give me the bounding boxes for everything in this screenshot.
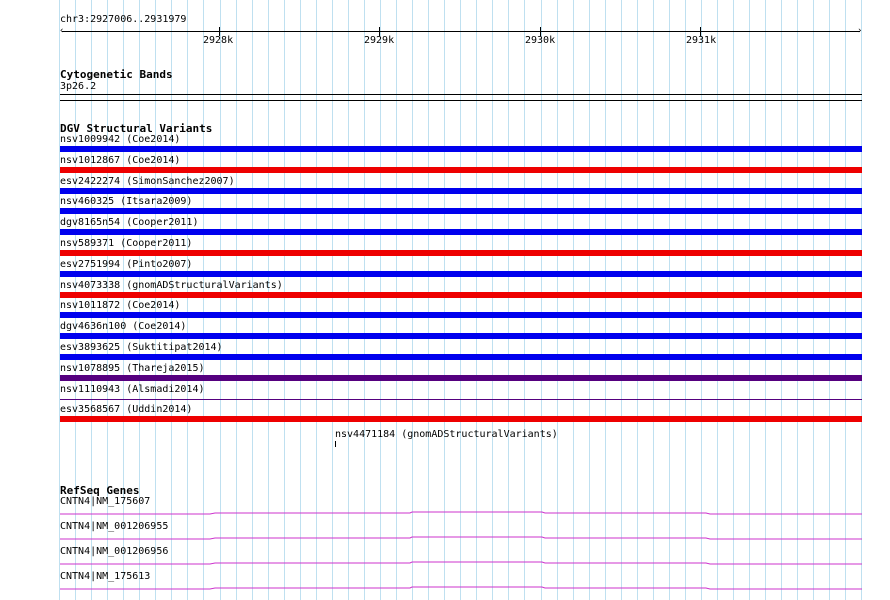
dgv-variant-label: nsv460325 (Itsara2009) <box>60 196 193 207</box>
track-title-cytogenetic-bands[interactable]: Cytogenetic Bands <box>60 68 173 81</box>
dgv-variant-label: esv3893625 (Suktitipat2014) <box>60 342 223 353</box>
ruler-tick-label: 2930k <box>525 35 556 46</box>
dgv-variant-label: nsv1011872 (Coe2014) <box>60 300 181 311</box>
dgv-variant-label: nsv4073338 (gnomADStructuralVariants) <box>60 280 283 291</box>
ruler-right-arrow-icon: › <box>857 26 863 36</box>
dgv-variant-label: esv3568567 (Uddin2014) <box>60 404 193 415</box>
dgv-variant-label: nsv1009942 (Coe2014) <box>60 134 181 145</box>
refseq-gene-label: CNTN4|NM_001206955 <box>60 521 169 532</box>
refseq-gene-label: CNTN4|NM_001206956 <box>60 546 169 557</box>
cytoband-label: 3p26.2 <box>60 81 97 92</box>
ruler-tick-label: 2929k <box>364 35 395 46</box>
track-title-dgv-structural-variants[interactable]: DGV Structural Variants <box>60 122 213 135</box>
dgv-variant-label: dgv4636n100 (Coe2014) <box>60 321 187 332</box>
refseq-gene-feature[interactable] <box>60 562 862 564</box>
dgv-variant-label: nsv1110943 (Alsmadi2014) <box>60 384 205 395</box>
small-variant-label: nsv4471184 (gnomADStructuralVariants) <box>335 429 558 440</box>
refseq-gene-feature[interactable] <box>60 512 862 514</box>
dgv-variant-label: dgv8165n54 (Cooper2011) <box>60 217 199 228</box>
refseq-gene-label: CNTN4|NM_175613 <box>60 571 151 582</box>
ruler-left-arrow-icon: ‹ <box>59 26 65 36</box>
ruler-tick-label: 2928k <box>203 35 234 46</box>
dgv-variant-label: esv2422274 (SimonSanchez2007) <box>60 176 235 187</box>
refseq-gene-label: CNTN4|NM_175607 <box>60 496 151 507</box>
ruler-tick-label: 2931k <box>686 35 717 46</box>
dgv-variant-label: nsv589371 (Cooper2011) <box>60 238 193 249</box>
dgv-variant-label: esv2751994 (Pinto2007) <box>60 259 193 270</box>
dgv-variant-label: nsv1078895 (Thareja2015) <box>60 363 205 374</box>
dgv-variant-label: nsv1012867 (Coe2014) <box>60 155 181 166</box>
track-title-refseq-genes[interactable]: RefSeq Genes <box>60 484 140 497</box>
ruler-position-label: chr3:2927006..2931979 <box>60 14 187 25</box>
refseq-gene-feature[interactable] <box>60 537 862 539</box>
refseq-gene-feature[interactable] <box>60 587 862 589</box>
